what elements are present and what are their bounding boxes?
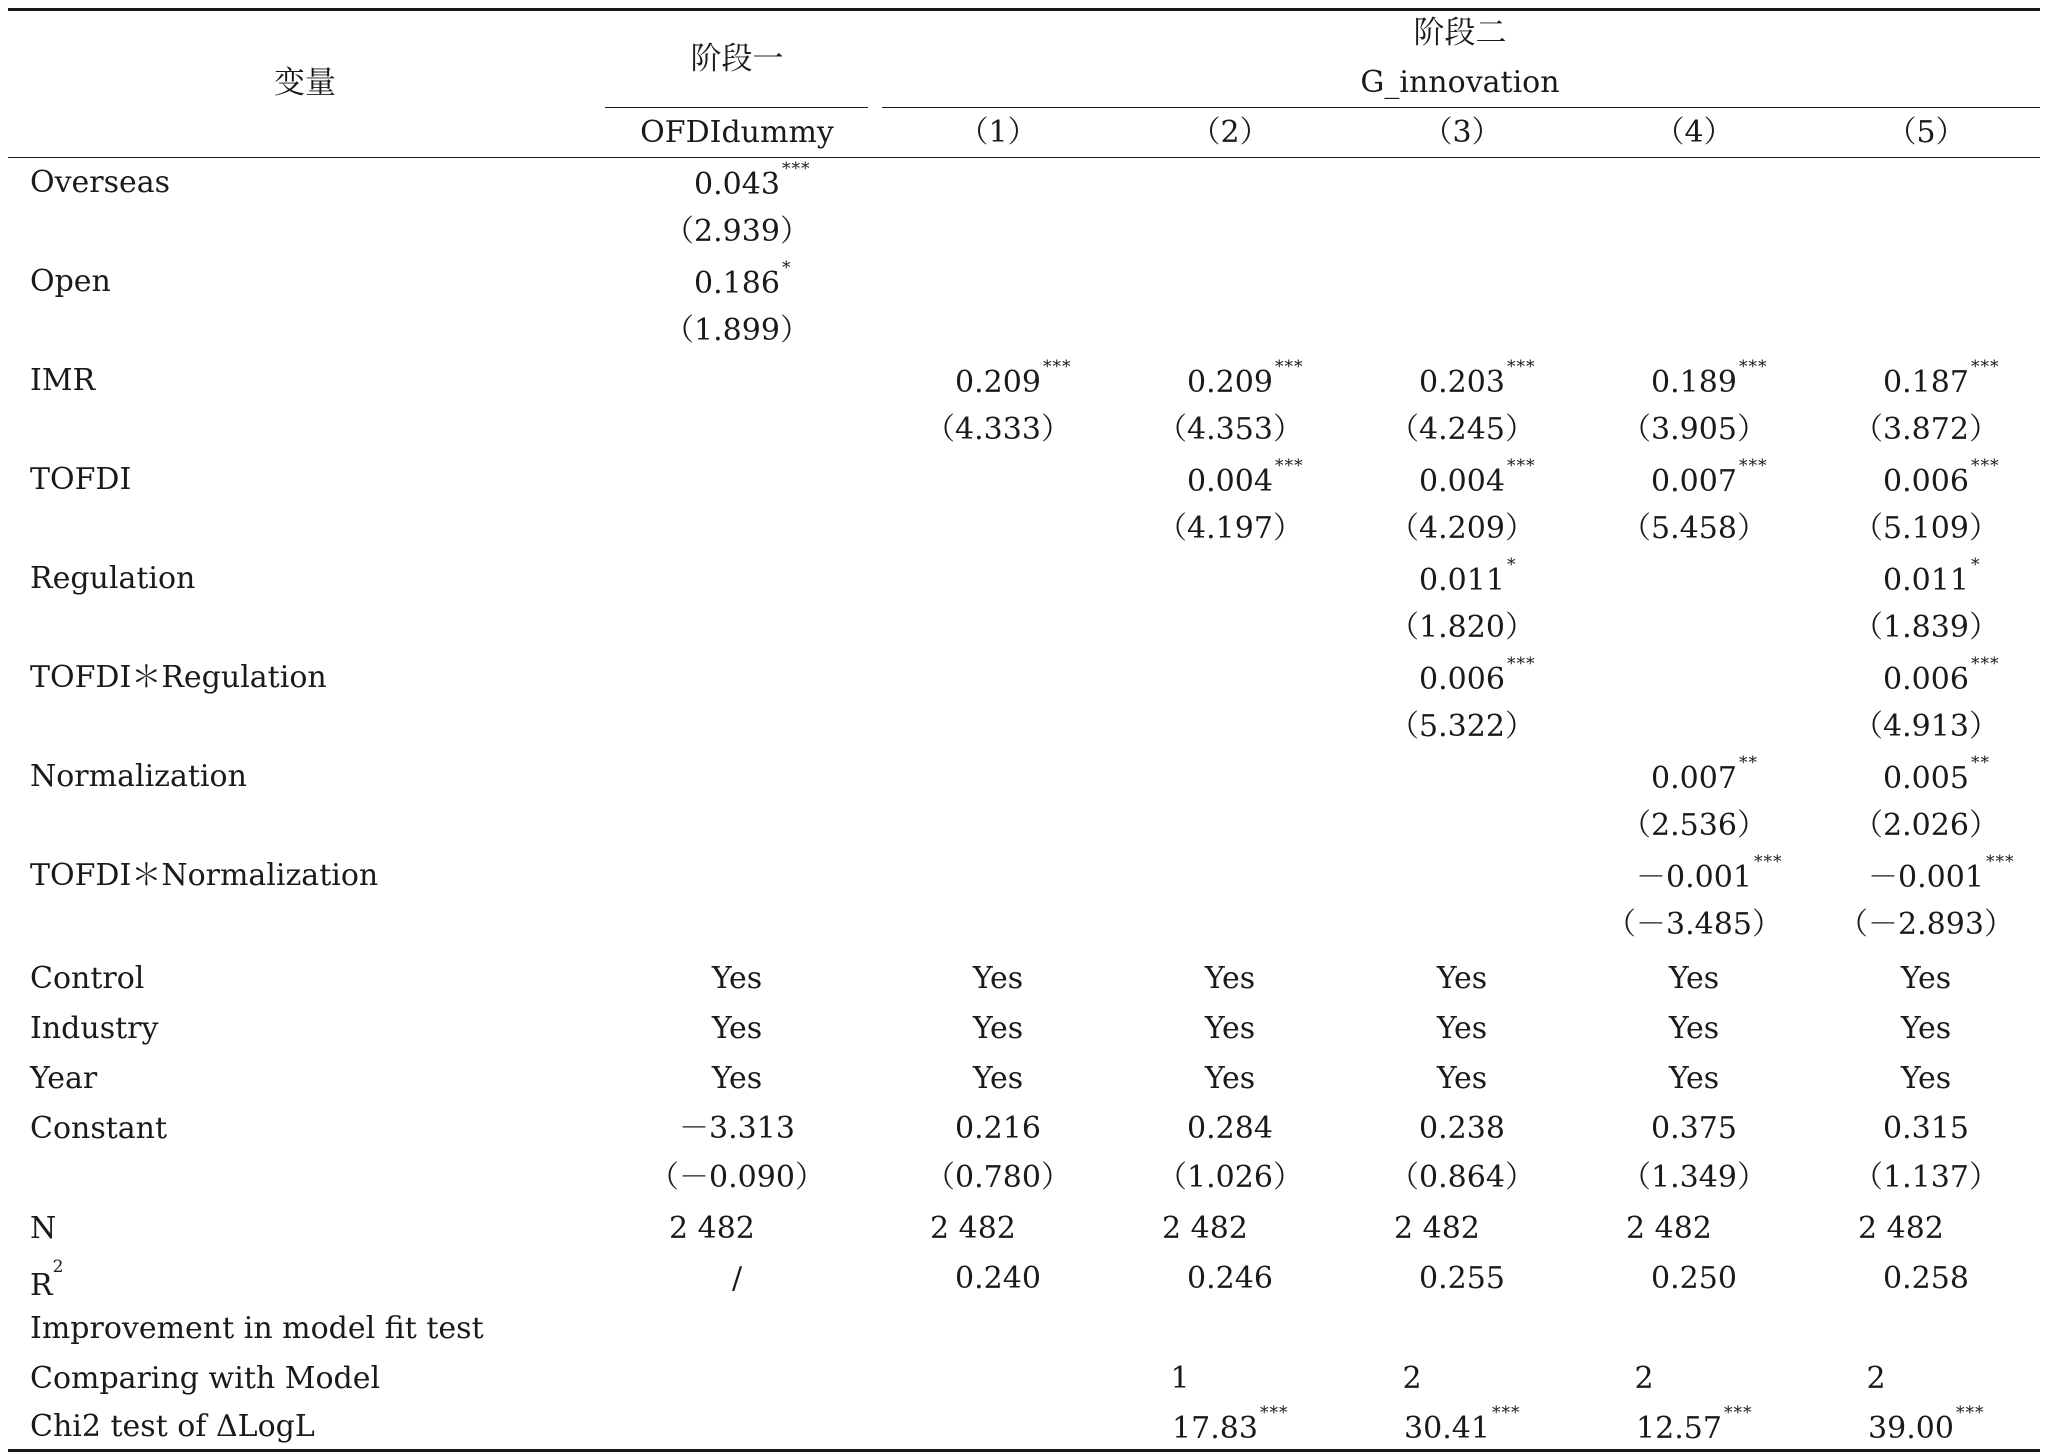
row-label: Regulation [30, 561, 196, 596]
column-header-4: （4） [1654, 115, 1734, 150]
row-label: Control [30, 961, 145, 996]
coefficient-cell: 0.209 *** [955, 357, 1072, 400]
significance-stars: *** [1274, 456, 1304, 476]
tstat-cell: （0.864） [1389, 1160, 1535, 1195]
r2-label: R [30, 1268, 53, 1303]
row-label: TOFDI＊Normalization [30, 858, 379, 893]
n-cell: 2 482 [1626, 1211, 1712, 1246]
significance-stars: *** [1955, 1403, 1985, 1423]
significance-stars: *** [1985, 852, 2015, 872]
coefficient-cell: 0.203 *** [1419, 357, 1536, 400]
chi-cell: 17.83 *** [1172, 1403, 1289, 1446]
significance-stars: *** [1970, 357, 2000, 377]
coefficient-cell: 0.007 ** [1651, 753, 1758, 796]
significance-stars: * [1970, 555, 1981, 575]
coefficient-cell: 0.284 [1187, 1111, 1273, 1146]
coefficient-cell: 0.011 * [1883, 555, 1981, 598]
control-cell: Yes [1436, 1011, 1488, 1046]
tstat-cell: （－3.485） [1606, 907, 1782, 942]
coefficient-cell: 0.238 [1419, 1111, 1505, 1146]
control-cell: Yes [711, 961, 763, 996]
control-cell: Yes [1900, 961, 1952, 996]
row-label: N [30, 1211, 57, 1246]
compare-cell: 1 [1170, 1361, 1190, 1396]
tstat-cell: （－0.090） [649, 1160, 825, 1195]
significance-stars: *** [1506, 654, 1536, 674]
significance-stars: *** [1042, 357, 1072, 377]
coefficient-cell: 0.216 [955, 1111, 1041, 1146]
column-header-2: （2） [1190, 115, 1270, 150]
coefficient-cell: 0.189 *** [1651, 357, 1768, 400]
bottom-rule [8, 1449, 2040, 1452]
stage2-rule [882, 107, 2040, 108]
r2-cell: 0.246 [1187, 1261, 1273, 1296]
coefficient-cell: 0.006 *** [1419, 654, 1536, 697]
chi-cell: 30.41 *** [1404, 1403, 1521, 1446]
control-cell: Yes [1900, 1011, 1952, 1046]
tstat-cell: （1.899） [664, 313, 810, 348]
column-header-0: OFDIdummy [640, 115, 834, 150]
significance-stars: *** [1259, 1403, 1289, 1423]
coefficient-cell: 0.315 [1883, 1111, 1969, 1146]
coefficient-cell: 0.004 *** [1419, 456, 1536, 499]
row-label: Improvement in model fit test [30, 1311, 484, 1346]
coefficient-cell: －0.001 *** [1636, 852, 1783, 895]
row-label-r2 [30, 1257, 64, 1303]
n-cell: 2 482 [1858, 1211, 1944, 1246]
significance-stars: *** [1491, 1403, 1521, 1423]
tstat-cell: （1.349） [1621, 1160, 1767, 1195]
coefficient-cell: 0.004 *** [1187, 456, 1304, 499]
tstat-cell: （5.458） [1621, 511, 1767, 546]
tstat-cell: （4.245） [1389, 412, 1535, 447]
tstat-cell: （1.026） [1157, 1160, 1303, 1195]
tstat-cell: （4.197） [1157, 511, 1303, 546]
tstat-cell: （2.536） [1621, 808, 1767, 843]
row-label: Open [30, 264, 111, 299]
coefficient-cell: 0.011 * [1419, 555, 1517, 598]
tstat-cell: （3.905） [1621, 412, 1767, 447]
tstat-cell: （1.820） [1389, 610, 1535, 645]
tstat-cell: （2.026） [1853, 808, 1999, 843]
tstat-cell: （1.137） [1853, 1160, 1999, 1195]
header-variable: 变量 [274, 65, 336, 101]
coefficient-cell: 0.007 *** [1651, 456, 1768, 499]
significance-stars: *** [1506, 456, 1536, 476]
coefficient-cell: 0.209 *** [1187, 357, 1304, 400]
chi-cell: 39.00 *** [1868, 1403, 1985, 1446]
header-stage2: 阶段二 [1413, 15, 1507, 51]
stage1-rule [605, 107, 868, 108]
significance-stars: ** [1970, 753, 1990, 773]
coefficient-cell: 0.375 [1651, 1111, 1737, 1146]
significance-stars: *** [781, 159, 811, 179]
row-label: Normalization [30, 759, 247, 794]
row-label: Overseas [30, 165, 171, 200]
significance-stars: *** [1753, 852, 1783, 872]
row-label: Comparing with Model [30, 1361, 381, 1396]
significance-stars: *** [1738, 357, 1768, 377]
header-stage2-dependent: G_innovation [1360, 65, 1560, 100]
tstat-cell: （4.353） [1157, 412, 1303, 447]
tstat-cell: （0.780） [925, 1160, 1071, 1195]
chi-cell: 12.57 *** [1636, 1403, 1753, 1446]
significance-stars: * [1506, 555, 1517, 575]
control-cell: Yes [711, 1061, 763, 1096]
coefficient-cell: 0.005 ** [1883, 753, 1990, 796]
control-cell: Yes [1204, 1061, 1256, 1096]
column-header-1: （1） [958, 115, 1038, 150]
r2-cell: 0.240 [955, 1261, 1041, 1296]
row-label: Industry [30, 1011, 159, 1046]
tstat-cell: （4.913） [1853, 709, 1999, 744]
compare-cell: 2 [1634, 1361, 1654, 1396]
significance-stars: ** [1738, 753, 1758, 773]
r2-cell: 0.258 [1883, 1261, 1969, 1296]
coefficient-cell: 0.043 *** [694, 159, 811, 202]
row-label: IMR [30, 363, 96, 398]
control-cell: Yes [972, 1061, 1024, 1096]
control-cell: Yes [1204, 1011, 1256, 1046]
control-cell: Yes [1204, 961, 1256, 996]
r2-superscript: 2 [52, 1257, 64, 1277]
control-cell: Yes [1668, 1011, 1720, 1046]
column-header-3: （3） [1422, 115, 1502, 150]
n-cell: 2 482 [930, 1211, 1016, 1246]
row-label: TOFDI＊Regulation [30, 660, 327, 695]
significance-stars: *** [1723, 1403, 1753, 1423]
tstat-cell: （5.322） [1389, 709, 1535, 744]
compare-cell: 2 [1402, 1361, 1422, 1396]
tstat-cell: （5.109） [1853, 511, 1999, 546]
top-rule [8, 8, 2040, 11]
n-cell: 2 482 [1162, 1211, 1248, 1246]
n-cell: 2 482 [669, 1211, 755, 1246]
tstat-cell: （3.872） [1853, 412, 1999, 447]
tstat-cell: （1.839） [1853, 610, 1999, 645]
control-cell: Yes [1668, 961, 1720, 996]
significance-stars: *** [1506, 357, 1536, 377]
control-cell: Yes [1436, 961, 1488, 996]
header-bottom-rule [8, 157, 2040, 158]
compare-cell: 2 [1866, 1361, 1886, 1396]
coefficient-cell: 0.186 * [694, 258, 792, 301]
tstat-cell: （4.333） [925, 412, 1071, 447]
row-label: Chi2 test of ΔLogL [30, 1409, 315, 1444]
control-cell: Yes [972, 1011, 1024, 1046]
coefficient-cell: －0.001 *** [1868, 852, 2015, 895]
tstat-cell: （－2.893） [1838, 907, 2014, 942]
coefficient-cell: 0.006 *** [1883, 456, 2000, 499]
significance-stars: * [781, 258, 792, 278]
row-label: TOFDI [30, 462, 132, 497]
tstat-cell: （2.939） [664, 214, 810, 249]
n-cell: 2 482 [1394, 1211, 1480, 1246]
control-cell: Yes [711, 1011, 763, 1046]
header-stage1: 阶段一 [690, 41, 784, 77]
significance-stars: *** [1970, 456, 2000, 476]
r2-cell: 0.255 [1419, 1261, 1505, 1296]
significance-stars: *** [1738, 456, 1768, 476]
coefficient-cell: 0.006 *** [1883, 654, 2000, 697]
significance-stars: *** [1274, 357, 1304, 377]
r2-cell: 0.250 [1651, 1261, 1737, 1296]
control-cell: Yes [972, 961, 1024, 996]
significance-stars: *** [1970, 654, 2000, 674]
column-header-5: （5） [1886, 115, 1966, 150]
row-label: Year [30, 1061, 98, 1096]
coefficient-cell: －3.313 [679, 1111, 795, 1146]
row-label: Constant [30, 1111, 168, 1146]
coefficient-cell: 0.187 *** [1883, 357, 2000, 400]
tstat-cell: （4.209） [1389, 511, 1535, 546]
control-cell: Yes [1900, 1061, 1952, 1096]
r2-cell: / [731, 1261, 743, 1296]
control-cell: Yes [1436, 1061, 1488, 1096]
control-cell: Yes [1668, 1061, 1720, 1096]
